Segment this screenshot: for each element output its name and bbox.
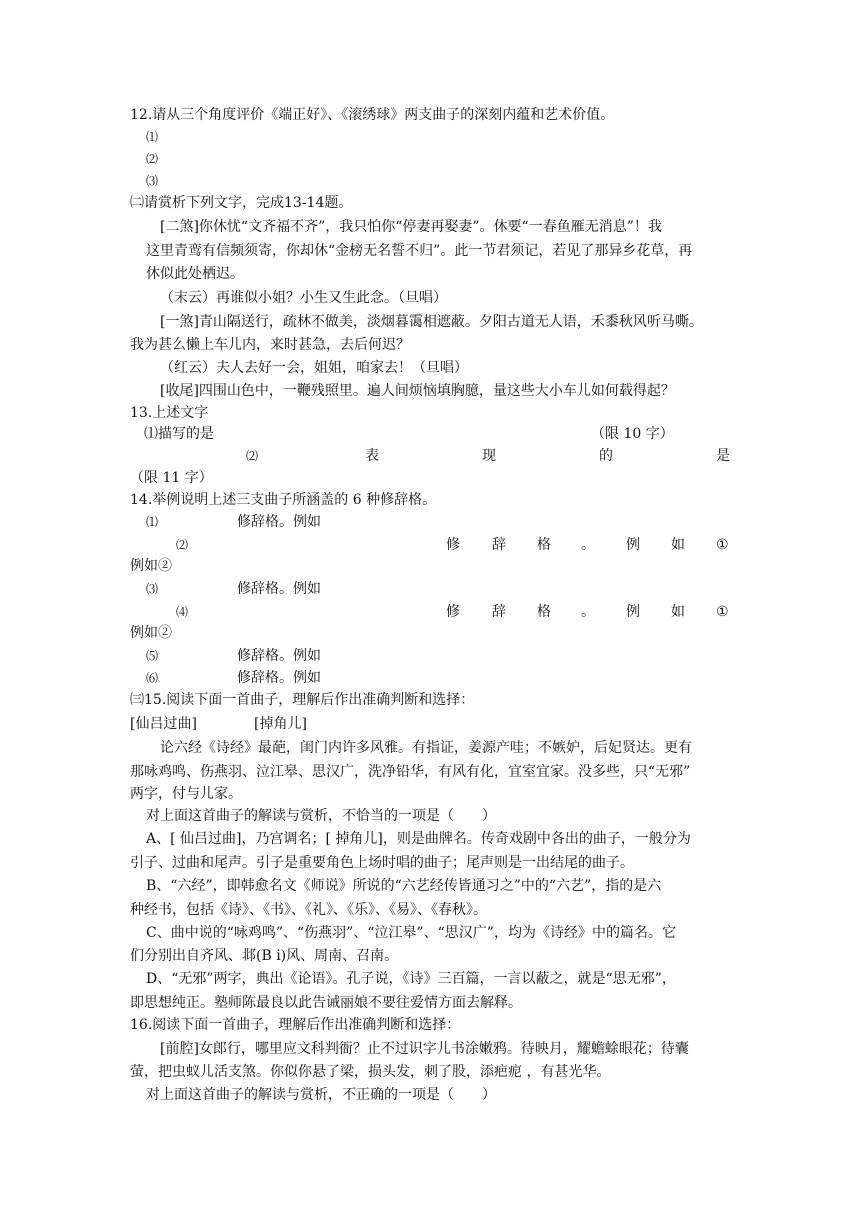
q14-row2-char: 辞 [492, 537, 506, 553]
q12-option-line [0, 171, 860, 191]
passage-line [0, 381, 860, 401]
q14-stem: 14.举例说明上述三支曲子所涵盖的 6 种修辞格。 [130, 492, 437, 508]
passage-text: [收尾]四围山色中，一鞭残照里。遍人间烦恼填胸臆，量这些大小车儿如何载得起？ [160, 383, 675, 399]
q15-text-line [0, 738, 860, 758]
q14-row2-char: 修 [446, 537, 460, 553]
q14-row5-text: 修辞格。例如 [237, 648, 321, 664]
q15-option-a [0, 853, 860, 873]
q14-row3-text: 修辞格。例如 [237, 581, 321, 597]
passage-text: 我为甚么懒上车儿内，来时甚急，去后何迟？ [130, 337, 410, 353]
q14-row4-char: 格 [537, 604, 551, 620]
q16-text-line [0, 1062, 860, 1082]
q14-row [0, 556, 860, 576]
q15-tune-line [0, 714, 860, 734]
passage-text: （末云）再谁似小姐？小生又生此念。（旦唱） [160, 290, 447, 306]
q15-text: 论六经《诗经》最葩，闺门内许多风雅。有指证，姜源产哇；不嫉妒，后妃贤达。更有 [160, 740, 692, 756]
q15-option-a-text: A、[ 仙吕过曲]，乃宫调名；[ 掉角儿]，则是曲牌名。传奇戏剧中各出的曲子，一般分为 [146, 831, 691, 847]
q16-ask: 对上面这首曲子的解读与赏析，不正确的一项是（ ） [146, 1087, 496, 1103]
passage-line [0, 241, 860, 261]
q15-option-b-text: B、“六经”，即韩愈名文《师说》所说的“六艺经传皆通习之”中的“六艺”，指的是六 [146, 878, 662, 894]
q12-option-3: ⑶ [146, 174, 159, 188]
passage-text: [二煞]你休忧“文齐福不齐”，我只怕你“停妻再娶妻”。休要“一春鱼雁无消息”！我 [160, 219, 662, 235]
passage-text: 这里青鸾有信频须寄，你却休“金榜无名誓不归”。此一节君须记，若见了那异乡花草，再 [146, 243, 693, 259]
passage-line [0, 264, 860, 284]
q14-row1-num: ⑴ [146, 515, 159, 529]
q14-row4-char: 辞 [492, 604, 506, 620]
q13-item2-char: 表 [365, 448, 379, 464]
q13-item1-label: ⑴描写的是 [144, 426, 214, 442]
q14-row6-num: ⑹ [146, 671, 159, 685]
q14-row [0, 579, 860, 599]
q15-option-c-text: 们分别出自齐风、邶(B i)风、周南、召南。 [130, 948, 399, 964]
passage-text: [一煞]青山隔送行，疏林不做美，淡烟暮霭相遮蔽。夕阳古道无人语，禾黍秋风听马嘶。 [160, 314, 703, 330]
q13-item2-limit: （限 11 字） [130, 470, 213, 486]
q16-ask-line [0, 1085, 860, 1105]
q15-ask-line [0, 806, 860, 826]
q15-option-d-text: D、“无邪”两字，典出《论语》。孔子说，《诗》三百篇，一言以蔽之，就是“思无邪”， [146, 971, 676, 987]
q15-option-d-text: 即思想纯正。塾师陈最良以此告诫丽娘不要往爱情方面去解释。 [130, 995, 522, 1011]
q15-text-line [0, 784, 860, 804]
q15-ask: 对上面这首曲子的解读与赏析，不恰当的一项是（ ） [146, 808, 496, 824]
q13-line-2 [0, 446, 860, 466]
q14-row [0, 535, 860, 555]
q14-row [0, 602, 860, 622]
q12-option-line [0, 127, 860, 147]
q13-line-1 [0, 424, 860, 444]
q15-option-b [0, 876, 860, 896]
passage-text: 休似此处栖迟。 [146, 266, 244, 282]
q16-text: 萤，把虫蚁儿活支煞。你似你悬了梁，损头发，刺了股，添疤痆 ，有甚光华。 [130, 1064, 611, 1080]
q14-row4-char: 。 [581, 604, 595, 620]
q12-stem: 12.请从三个角度评价《端正好》、《滚绣球》两支曲子的深刻内蕴和艺术价值。 [130, 107, 615, 123]
q15-option-b [0, 900, 860, 920]
q13-item2-char: 是 [716, 448, 730, 464]
q14-row [0, 623, 860, 643]
q15-stem-line [0, 690, 860, 710]
q13-item1-limit: （限 10 字） [591, 426, 674, 442]
section2-intro: ㈡请赏析下列文字，完成13-14题。 [130, 195, 353, 211]
q14-row2-num: ⑵ [176, 538, 189, 552]
section2-intro-line [0, 193, 860, 213]
q14-row4-num: ⑷ [176, 605, 189, 619]
q13-line-3 [0, 468, 860, 488]
q13-stem-line [0, 403, 860, 423]
q14-row4-example2: 例如② [130, 625, 172, 641]
q14-row1-text: 修辞格。例如 [237, 514, 321, 530]
q12-option-1: ⑴ [146, 130, 159, 144]
q12-stem-line [0, 105, 860, 125]
q16-text: [前腔]女郎行，哪里应文科判衙？止不过识字儿书涂嫩鸦。待映月，耀蟾蜍眼花；待囊 [160, 1041, 689, 1057]
q15-option-a [0, 829, 860, 849]
q15-option-d [0, 993, 860, 1013]
q12-option-2: ⑵ [146, 152, 159, 166]
q14-row2-char: 。 [581, 537, 595, 553]
q14-stem-line [0, 490, 860, 510]
q14-row4-char: ① [716, 604, 729, 620]
q15-option-c-text: C、曲中说的“咏鸡鸣”、“伤燕羽”、“泣江皋”、“思汉广”，均为《诗经》中的篇名。它 [146, 925, 676, 941]
q14-row5-num: ⑸ [146, 649, 159, 663]
passage-text: （红云）夫人去好一会，姐姐，咱家去！（旦唱） [160, 360, 468, 376]
q14-row6-text: 修辞格。例如 [237, 670, 321, 686]
q15-tune-mode: [仙吕过曲] [130, 716, 197, 732]
q14-row [0, 646, 860, 666]
passage-line [0, 358, 860, 378]
q15-tune-name: [掉角儿] [254, 716, 307, 732]
q14-row3-num: ⑶ [146, 582, 159, 596]
q14-row2-example2: 例如② [130, 558, 172, 574]
q13-item2-char: 的 [599, 448, 613, 464]
q15-text-line [0, 762, 860, 782]
q15-stem: ㈢15.阅读下面一首曲子，理解后作出准确判断和选择： [130, 692, 475, 708]
q15-option-a-text: 引子、过曲和尾声。引子是重要角色上场时唱的曲子；尾声则是一出结尾的曲子。 [130, 855, 634, 871]
q15-option-b-text: 种经书，包括《诗》、《书》、《礼》、《乐》、《易》、《春秋》。 [130, 902, 487, 918]
passage-line [0, 312, 860, 332]
q14-row [0, 512, 860, 532]
q12-option-line [0, 149, 860, 169]
q16-text-line [0, 1039, 860, 1059]
q15-option-c [0, 946, 860, 966]
q15-text: 那咏鸡鸣、伤燕羽、泣江皋、思汉广，洗净铅华，有风有化，宜室宜家。没多些，只“无邪” [130, 764, 691, 780]
q14-row4-char: 如 [671, 604, 685, 620]
q13-item2-num: ⑵ [246, 449, 259, 463]
passage-line [0, 335, 860, 355]
q14-row2-char: 格 [537, 537, 551, 553]
passage-line [0, 217, 860, 237]
passage-line [0, 288, 860, 308]
q16-stem-line [0, 1015, 860, 1035]
q15-text: 两字，付与儿家。 [130, 786, 242, 802]
q14-row [0, 668, 860, 688]
q14-row2-char: 如 [671, 537, 685, 553]
q14-row2-char: 例 [626, 537, 640, 553]
q13-item2-char: 现 [482, 448, 496, 464]
q15-option-c [0, 923, 860, 943]
q14-row4-char: 修 [446, 604, 460, 620]
q16-stem: 16.阅读下面一首曲子，理解后作出准确判断和选择： [130, 1017, 461, 1033]
q14-row4-char: 例 [626, 604, 640, 620]
q15-option-d [0, 969, 860, 989]
q14-row2-char: ① [716, 537, 729, 553]
q13-stem: 13.上述文字 [130, 405, 209, 421]
